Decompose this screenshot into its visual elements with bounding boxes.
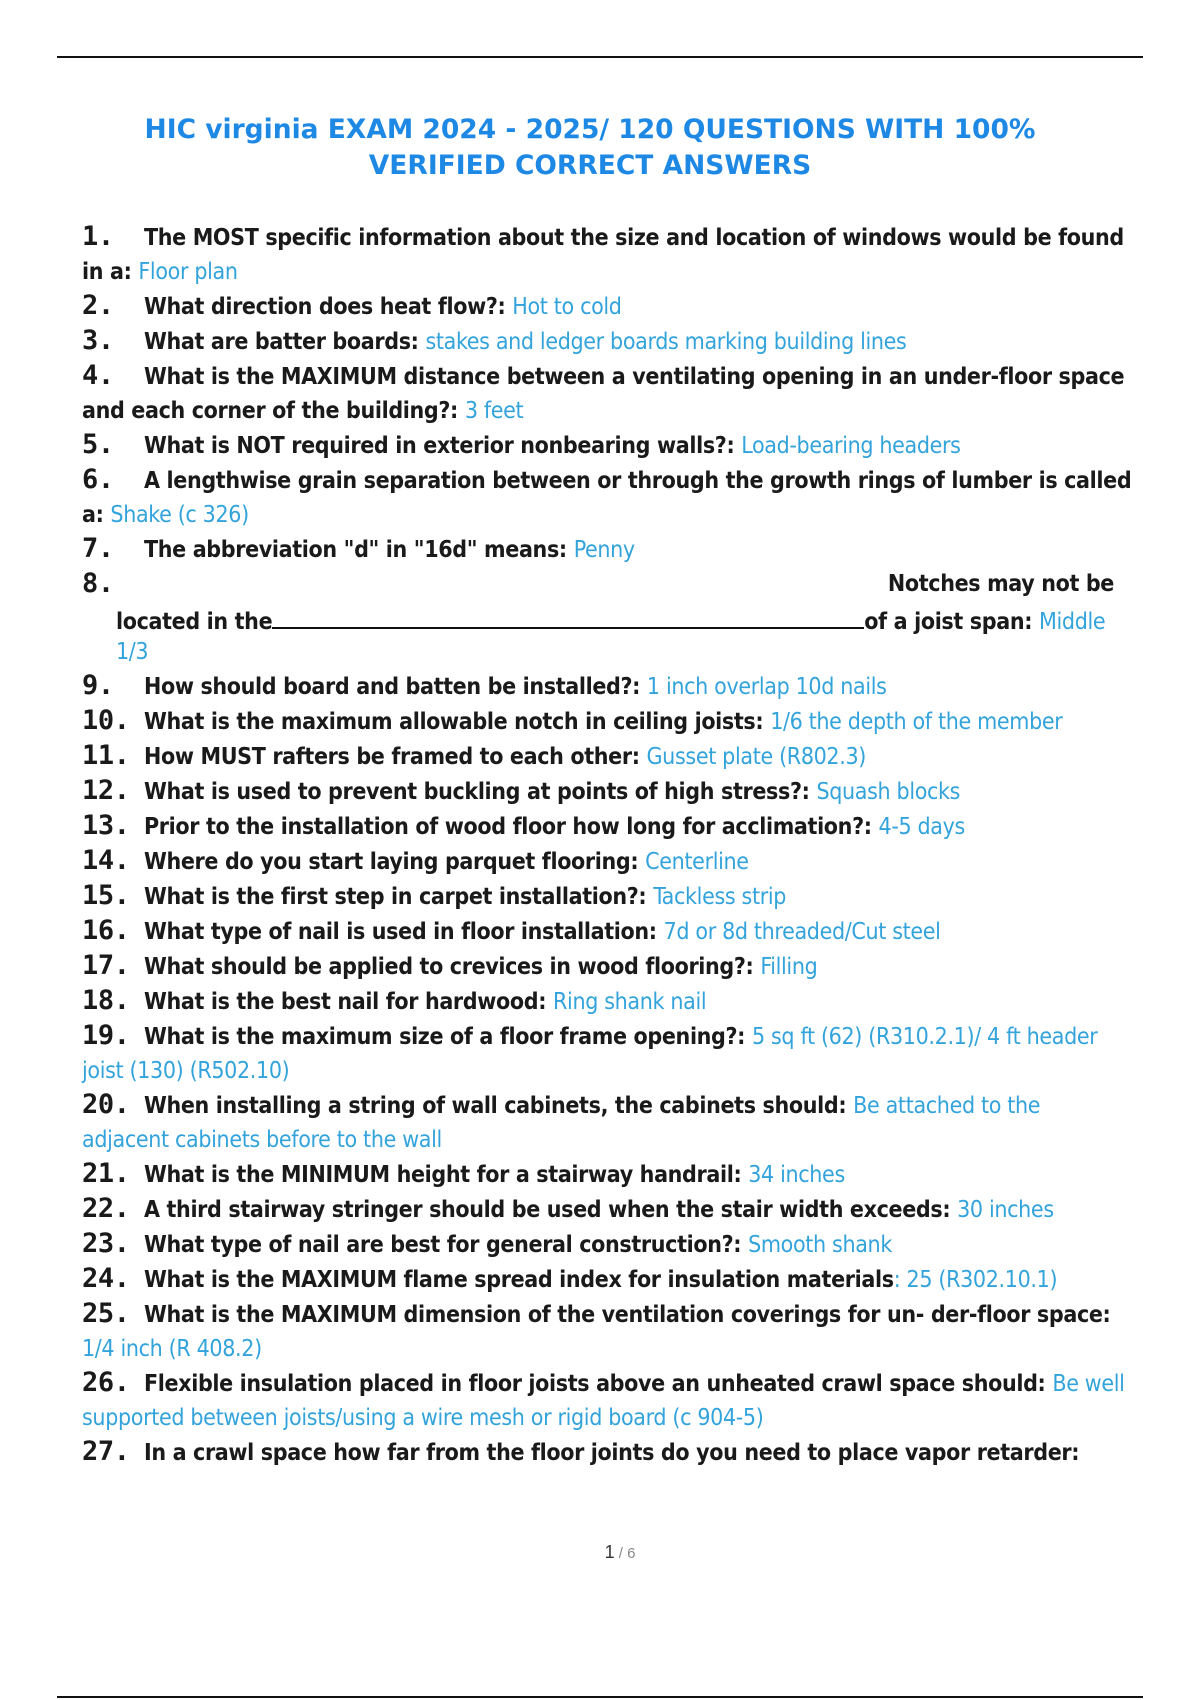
question-text: What direction does heat flow?: bbox=[144, 294, 506, 320]
question-6: 6. A lengthwise grain separation between or through the growth rings of lumber is called a: Shake (c 326) bbox=[82, 464, 1132, 528]
question-19: 19. What is the maximum size of a floor frame opening?: 5 sq ft (62) (R310.2.1)/ 4 ft header joist (130) (R502.10) bbox=[82, 1020, 1098, 1084]
question-3: 3. What are batter boards: stakes and ledger boards marking building lines bbox=[82, 325, 907, 356]
question-24: 24. What is the MAXIMUM flame spread index for insulation materials: 25 (R302.10.1) bbox=[82, 1263, 1058, 1294]
question-text: When installing a string of wall cabinets, the cabinets should: bbox=[144, 1093, 847, 1119]
answer-text: Be attached to the adjacent cabinets before to the wall bbox=[82, 1093, 1041, 1153]
question-text: How MUST rafters be framed to each other: bbox=[144, 744, 640, 770]
top-rule bbox=[57, 56, 1143, 58]
question-text: The abbreviation "d" in "16d" means: bbox=[144, 537, 567, 563]
title-line-2: VERIFIED CORRECT ANSWERS bbox=[368, 150, 812, 181]
answer-text: 7d or 8d threaded/Cut steel bbox=[663, 919, 941, 945]
answer-text: Ring shank nail bbox=[553, 989, 707, 1015]
answer-text: Gusset plate (R802.3) bbox=[646, 744, 867, 770]
page-number bbox=[0, 1542, 1200, 1563]
question-text: What type of nail is used in floor installation: bbox=[144, 919, 657, 945]
question-text: Prior to the installation of wood floor how long for acclimation?: bbox=[144, 814, 872, 840]
answer-text: 1 inch overlap 10d nails bbox=[646, 674, 887, 700]
question-16: 16. What type of nail is used in floor installation: 7d or 8d threaded/Cut steel bbox=[82, 915, 941, 946]
question-text: In a crawl space how far from the floor joints do you need to place vapor retarder: bbox=[144, 1440, 1080, 1466]
question-2: 2. What direction does heat flow?: Hot to cold bbox=[82, 290, 622, 321]
question-text: What is NOT required in exterior nonbearing walls?: bbox=[144, 433, 735, 459]
answer-text: 1/6 the depth of the member bbox=[770, 709, 1063, 735]
answer-text-continued: 1/3 bbox=[116, 639, 149, 665]
question-text: Flexible insulation placed in floor joists above an unheated crawl space should: bbox=[144, 1371, 1046, 1397]
answer-text: Be well supported between joists/using a wire mesh or rigid board (c 904-5) bbox=[82, 1371, 1125, 1431]
question-text: What is the maximum size of a floor frame opening?: bbox=[144, 1024, 746, 1050]
answer-text: Load-bearing headers bbox=[741, 433, 961, 459]
question-7: 7. The abbreviation "d" in "16d" means: Penny bbox=[82, 533, 635, 564]
total-pages: / 6 bbox=[614, 1545, 636, 1562]
question-text: A third stairway stringer should be used when the stair width exceeds: bbox=[144, 1197, 951, 1223]
question-11: 11. How MUST rafters be framed to each other: Gusset plate (R802.3) bbox=[82, 740, 867, 771]
question-27: 27. In a crawl space how far from the floor joints do you need to place vapor retarder: bbox=[82, 1436, 1080, 1467]
answer-text: Penny bbox=[573, 537, 635, 563]
question-text: How should board and batten be installed?: bbox=[144, 674, 641, 700]
question-5: 5. What is NOT required in exterior nonbearing walls?: Load-bearing headers bbox=[82, 429, 961, 460]
question-26: 26. Flexible insulation placed in floor joists above an unheated crawl space should: Be well supported between joists/using a wire mesh or rigid board (c 904-5) bbox=[82, 1367, 1125, 1431]
answer-text: Shake (c 326) bbox=[110, 502, 249, 528]
question-text-part1: Notches may not be bbox=[887, 571, 1114, 597]
question-1: 1. The MOST specific information about the size and location of windows would be found in a: Floor plan bbox=[82, 221, 1124, 285]
question-22: 22. A third stairway stringer should be used when the stair width exceeds: 30 inches bbox=[82, 1193, 1054, 1224]
question-20: 20. When installing a string of wall cabinets, the cabinets should: Be attached to the adjacent cabinets before to the wall bbox=[82, 1089, 1041, 1153]
question-text: What are batter boards: bbox=[144, 329, 419, 355]
question-text: What is the maximum allowable notch in ceiling joists: bbox=[144, 709, 764, 735]
question-text: What is the first step in carpet installation?: bbox=[144, 884, 647, 910]
question-14: 14. Where do you start laying parquet flooring: Centerline bbox=[82, 845, 749, 876]
question-text: A lengthwise grain separation between or through the growth rings of lumber is called a: bbox=[82, 468, 1132, 528]
question-15: 15. What is the first step in carpet installation?: Tackless strip bbox=[82, 880, 787, 911]
question-text: What is the MAXIMUM dimension of the ventilation coverings for un- der-floor space: bbox=[144, 1302, 1111, 1328]
current-page: 1 bbox=[604, 1542, 615, 1562]
answer-text: stakes and ledger boards marking building lines bbox=[425, 329, 907, 355]
question-text: The MOST specific information about the size and location of windows would be found in a: bbox=[82, 225, 1124, 285]
answer-text: 4-5 days bbox=[878, 814, 965, 840]
answer-text: : 25 (R302.10.1) bbox=[893, 1267, 1058, 1293]
answer-text: Middle bbox=[1039, 609, 1106, 635]
answer-text: Tackless strip bbox=[653, 884, 787, 910]
question-text: What is used to prevent buckling at points of high stress?: bbox=[144, 779, 810, 805]
document-title bbox=[0, 112, 1180, 184]
question-text-part2: located in the bbox=[116, 609, 273, 635]
title-line-1: HIC virginia EXAM 2024 - 2025/ 120 QUESTIONS WITH 100% bbox=[144, 114, 1036, 145]
fill-in-blank-line bbox=[272, 601, 864, 629]
answer-text: 1/4 inch (R 408.2) bbox=[82, 1336, 262, 1362]
answer-text: 34 inches bbox=[748, 1162, 845, 1188]
question-text: What is the MAXIMUM distance between a ventilating opening in an under-floor space and each corner of the building?: bbox=[82, 364, 1125, 424]
question-13: 13. Prior to the installation of wood floor how long for acclimation?: 4-5 days bbox=[82, 810, 965, 841]
answer-text: Filling bbox=[760, 954, 818, 980]
question-21: 21. What is the MINIMUM height for a stairway handrail: 34 inches bbox=[82, 1158, 845, 1189]
question-9: 9. How should board and batten be installed?: 1 inch overlap 10d nails bbox=[82, 670, 887, 701]
answer-text: 5 sq ft (62) (R310.2.1)/ 4 ft header joist (130) (R502.10) bbox=[82, 1024, 1098, 1084]
question-text: Where do you start laying parquet flooring: bbox=[144, 849, 639, 875]
bottom-rule bbox=[57, 1696, 1143, 1698]
question-23: 23. What type of nail are best for general construction?: Smooth shank bbox=[82, 1228, 892, 1259]
question-text: What is the MAXIMUM flame spread index for insulation materials bbox=[144, 1267, 894, 1293]
question-text: What is the MINIMUM height for a stairway handrail: bbox=[144, 1162, 742, 1188]
answer-text: Smooth shank bbox=[748, 1232, 892, 1258]
question-10: 10. What is the maximum allowable notch in ceiling joists: 1/6 the depth of the member bbox=[82, 705, 1063, 736]
question-list bbox=[82, 220, 1132, 1470]
question-text: What should be applied to crevices in wood flooring?: bbox=[144, 954, 754, 980]
answer-text: 3 feet bbox=[464, 398, 524, 424]
question-text: What type of nail are best for general construction?: bbox=[144, 1232, 742, 1258]
question-12: 12. What is used to prevent buckling at points of high stress?: Squash blocks bbox=[82, 775, 961, 806]
question-25: 25. What is the MAXIMUM dimension of the ventilation coverings for un- der-floor space: 1/4 inch (R 408.2) bbox=[82, 1298, 1111, 1362]
question-18: 18. What is the best nail for hardwood: Ring shank nail bbox=[82, 985, 707, 1016]
answer-text: Squash blocks bbox=[816, 779, 961, 805]
question-17: 17. What should be applied to crevices in wood flooring?: Filling bbox=[82, 950, 818, 981]
question-8: 8. Notches may not be located in the of a joist span: Middle 1/3 bbox=[82, 568, 1114, 665]
answer-text: Hot to cold bbox=[512, 294, 622, 320]
answer-text: Centerline bbox=[645, 849, 749, 875]
answer-text: 30 inches bbox=[957, 1197, 1054, 1223]
question-4: 4. What is the MAXIMUM distance between a ventilating opening in an under-floor space and each corner of the building?: 3 feet bbox=[82, 360, 1125, 424]
answer-text: Floor plan bbox=[138, 259, 238, 285]
question-text: What is the best nail for hardwood: bbox=[144, 989, 547, 1015]
question-text-part3: of a joist span: bbox=[864, 609, 1033, 635]
